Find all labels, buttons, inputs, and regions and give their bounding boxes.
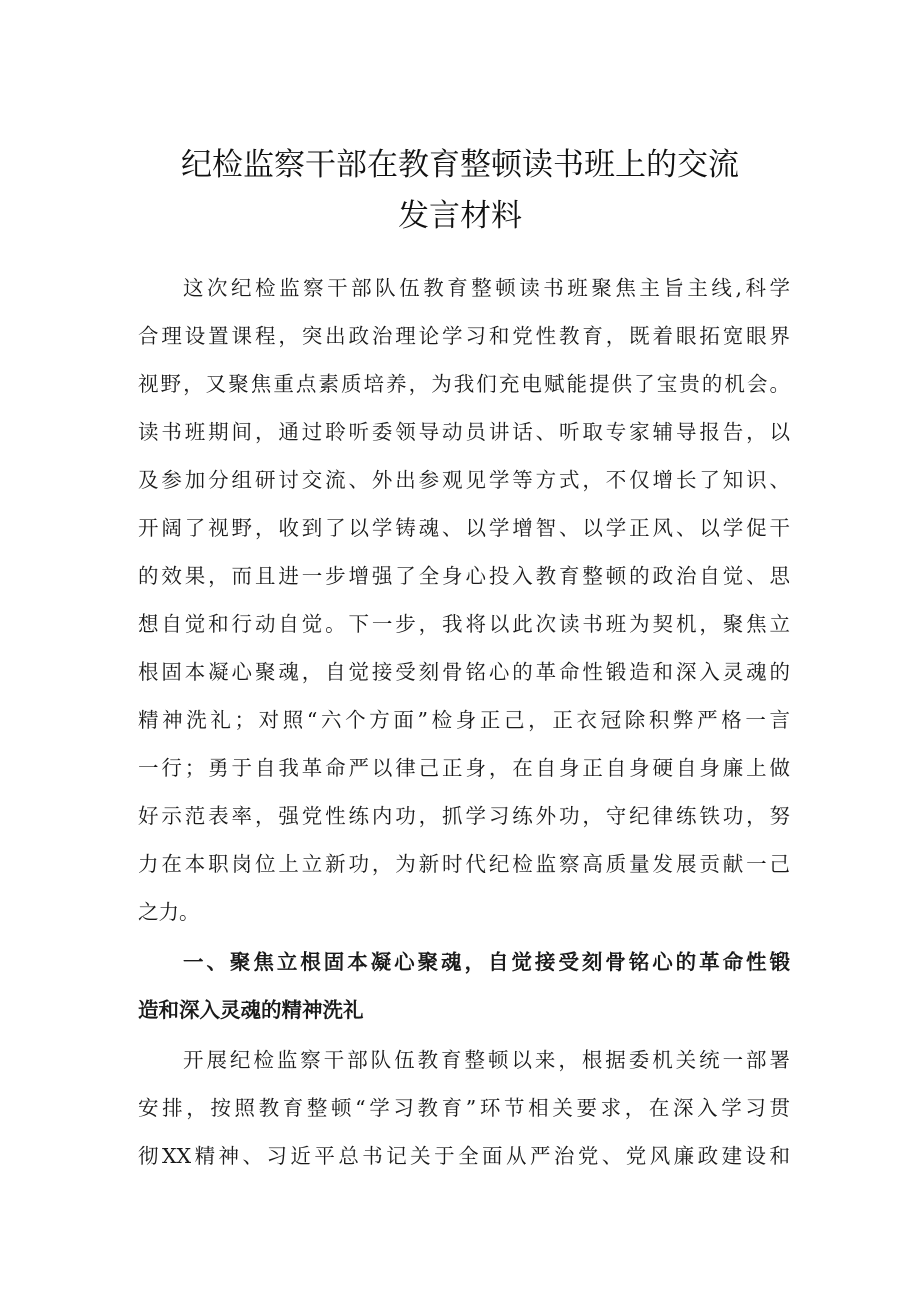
paragraph-1-line: 根固本凝心聚魂，自觉接受刻骨铭心的革命性锻造和深入灵魂的 bbox=[138, 660, 790, 684]
paragraph-1-line: 力在本职岗位上立新功，为新时代纪检监察高质量发展贡献一己 bbox=[138, 852, 790, 876]
paragraph-1-line: 精神洗礼；对照“六个方面”检身正己，正衣冠除积弊严格一言 bbox=[138, 708, 790, 732]
paragraph-1-line: 及参加分组研讨交流、外出参观见学等方式，不仅增长了知识、 bbox=[138, 468, 790, 492]
paragraph-2-line: 安排，按照教育整顿“学习教育”环节相关要求，在深入学习贯 bbox=[138, 1096, 790, 1120]
document-title-line-2: 发言材料 bbox=[398, 198, 522, 234]
document-title-line-1: 纪检监察干部在教育整顿读书班上的交流 bbox=[181, 147, 739, 183]
paragraph-1-line: 这次纪检监察干部队伍教育整顿读书班聚焦主旨主线,科学 bbox=[183, 276, 790, 300]
paragraph-1-line: 之力。 bbox=[138, 900, 200, 924]
paragraph-2-line: 开展纪检监察干部队伍教育整顿以来，根据委机关统一部署 bbox=[183, 1048, 790, 1072]
paragraph-1-line: 一行；勇于自我革命严以律己正身，在自身正自身硬自身廉上做 bbox=[138, 756, 790, 780]
paragraph-1-line: 读书班期间，通过聆听委领导动员讲话、听取专家辅导报告，以 bbox=[138, 420, 790, 444]
paragraph-2-line: 彻XX精神、习近平总书记关于全面从严治党、党风廉政建设和 bbox=[138, 1144, 790, 1168]
paragraph-1-line: 的效果，而且进一步增强了全身心投入教育整顿的政治自觉、思 bbox=[138, 564, 790, 588]
paragraph-1-line: 好示范表率，强党性练内功，抓学习练外功，守纪律练铁功，努 bbox=[138, 804, 790, 828]
paragraph-1-line: 想自觉和行动自觉。下一步，我将以此次读书班为契机，聚焦立 bbox=[138, 612, 790, 636]
paragraph-1-line: 合理设置课程，突出政治理论学习和党性教育，既着眼拓宽眼界 bbox=[138, 324, 790, 348]
section-heading-line: 一、聚焦立根固本凝心聚魂，自觉接受刻骨铭心的革命性锻 bbox=[183, 950, 790, 974]
paragraph-1-line: 开阔了视野，收到了以学铸魂、以学增智、以学正风、以学促干 bbox=[138, 516, 790, 540]
section-heading-line: 造和深入灵魂的精神洗礼 bbox=[138, 998, 364, 1022]
paragraph-1-line: 视野，又聚焦重点素质培养，为我们充电赋能提供了宝贵的机会。 bbox=[138, 372, 790, 396]
